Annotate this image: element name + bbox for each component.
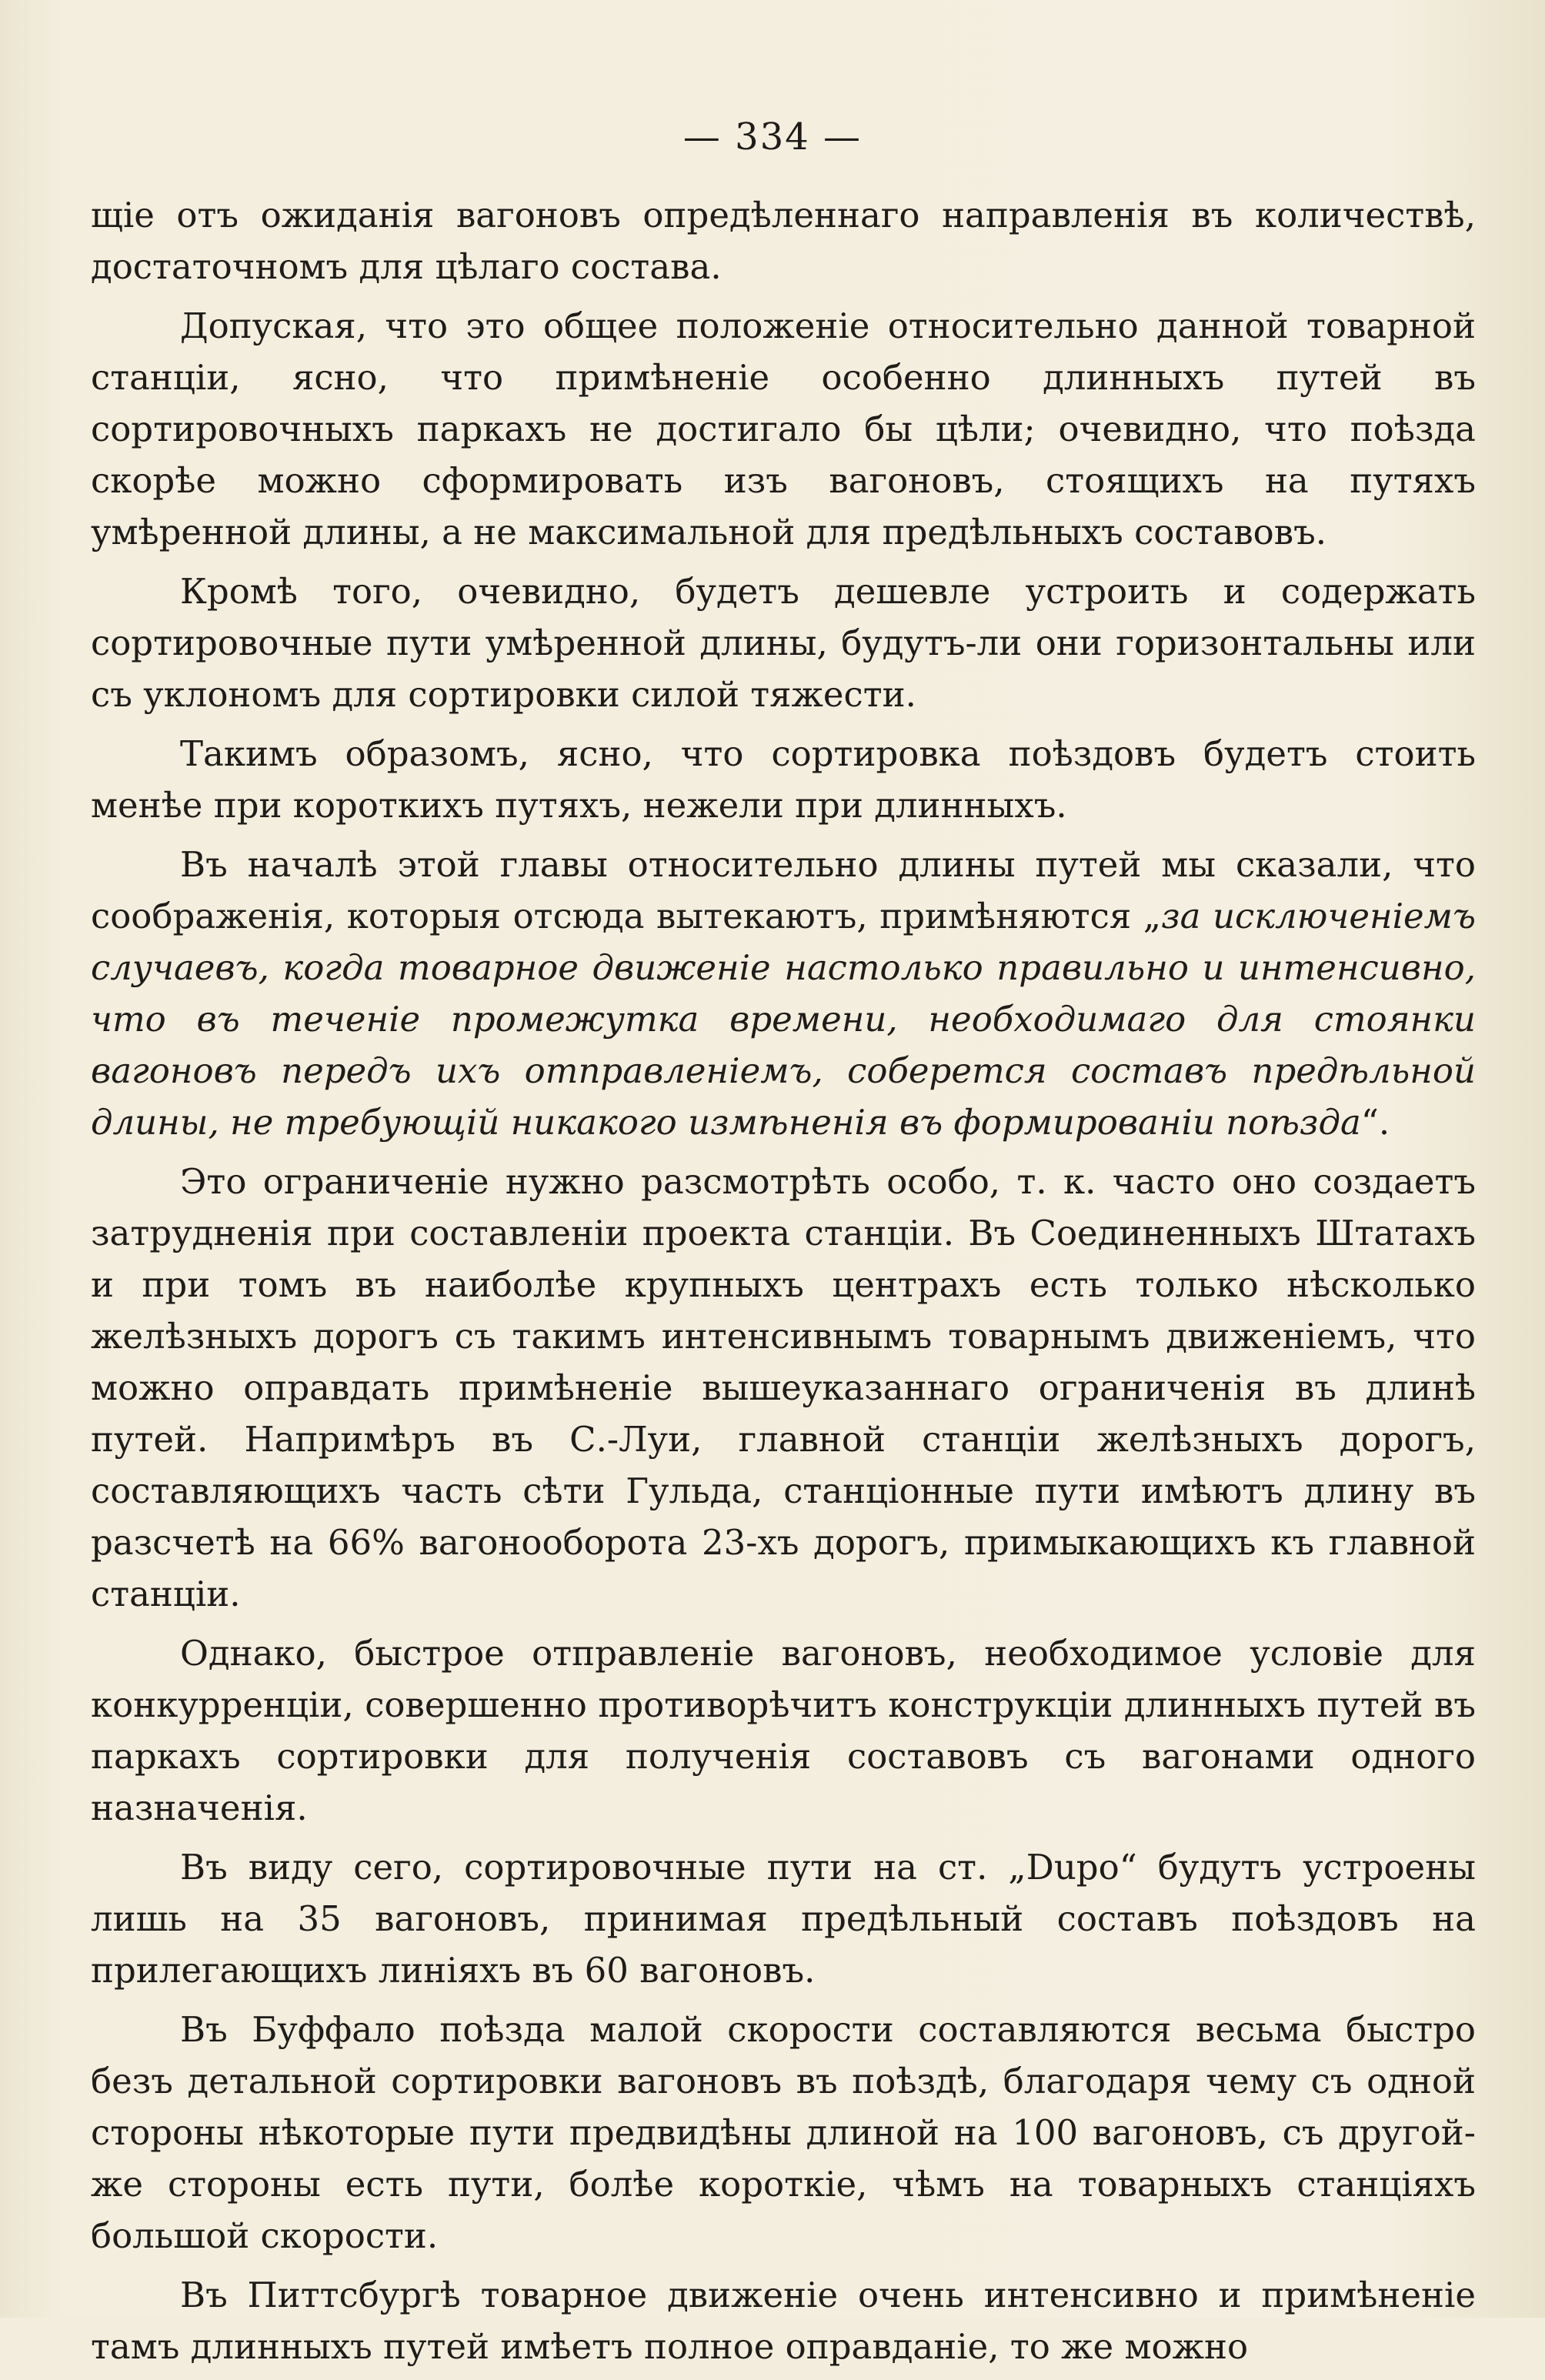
paragraph-text: “.: [1360, 1102, 1390, 1143]
page-number: — 334 —: [682, 115, 863, 159]
paragraph: Такимъ образомъ, ясно, что сортировка поѣздовъ будетъ стоить менѣе при короткихъ путяхъ, нежели при длинныхъ.: [91, 733, 1476, 826]
quoted-italic-text: за исключеніемъ случаевъ, когда товарное движеніе настолько правильно и интенсивно, что въ теченіе промежутка времени, необходимаго для стоянки вагоновъ передъ ихъ отправленіемъ, соберется составъ предѣльной длины, не требующій никакого измѣненія въ формированіи поѣзда: [91, 896, 1476, 1143]
page-body: [91, 189, 1476, 2380]
paragraph-continues: Въ Питтсбургѣ товарное движеніе очень интенсивно и примѣненіе тамъ длинныхъ путей имѣетъ полное оправданіе, то же можно: [91, 2275, 1476, 2367]
paragraph-continuation: щіе отъ ожиданія вагоновъ опредѣленнаго направленія въ количествѣ, достаточномъ для цѣлаго состава.: [91, 195, 1476, 287]
paragraph-with-quote: [91, 839, 1476, 1148]
paragraph: Въ виду сего, сортировочные пути на ст. „Dupo“ будутъ устроены лишь на 35 вагоновъ, принимая предѣльный составъ поѣздовъ на прилегающихъ линіяхъ въ 60 вагоновъ.: [91, 1847, 1476, 1991]
paragraph-text: Въ началѣ этой главы относительно длины путей мы сказали, что соображенія, которыя отсюда вытекаютъ, примѣняются „: [91, 844, 1476, 936]
paragraph: Это ограниченіе нужно разсмотрѣть особо, т. к. часто оно создаетъ затрудненія при составленіи проекта станціи. Въ Соединенныхъ Штатахъ и при томъ въ наиболѣе крупныхъ центрахъ есть только нѣсколько желѣзныхъ дорогъ съ такимъ интенсивнымъ товарнымъ движеніемъ, что можно оправдать примѣненіе вышеуказаннаго ограниченія въ длинѣ путей. Напримѣръ въ С.-Луи, главной станціи желѣзныхъ дорогъ, составляющихъ часть сѣти Гульда, станціонные пути имѣютъ длину въ разсчетѣ на 66% вагонооборота 23-хъ дорогъ, примыкающихъ къ главной станціи.: [91, 1161, 1476, 1614]
paragraph: Однако, быстрое отправленіе вагоновъ, необходимое условіе для конкурренціи, совершенно противорѣчитъ конструкціи длинныхъ путей въ паркахъ сортировки для полученія составовъ съ вагонами одного назначенія.: [91, 1633, 1476, 1828]
paragraph: Допуская, что это общее положеніе относительно данной товарной станціи, ясно, что примѣненіе особенно длинныхъ путей въ сортировочныхъ паркахъ не достигало бы цѣли; очевидно, что поѣзда скорѣе можно сформировать изъ вагоновъ, стоящихъ на путяхъ умѣренной длины, а не максимальной для предѣльныхъ составовъ.: [91, 305, 1476, 552]
paragraph: Кромѣ того, очевидно, будетъ дешевле устроить и содержать сортировочные пути умѣренной длины, будутъ-ли они горизонтальны или съ уклономъ для сортировки силой тяжести.: [91, 571, 1476, 715]
paragraph: Въ Буффало поѣзда малой скорости составляются весьма быстро безъ детальной сортировки вагоновъ въ поѣздѣ, благодаря чему съ одной стороны нѣкоторые пути предвидѣны длиной на 100 вагоновъ, съ другой-же стороны есть пути, болѣе короткіе, чѣмъ на товарныхъ станціяхъ большой скорости.: [91, 2009, 1476, 2256]
